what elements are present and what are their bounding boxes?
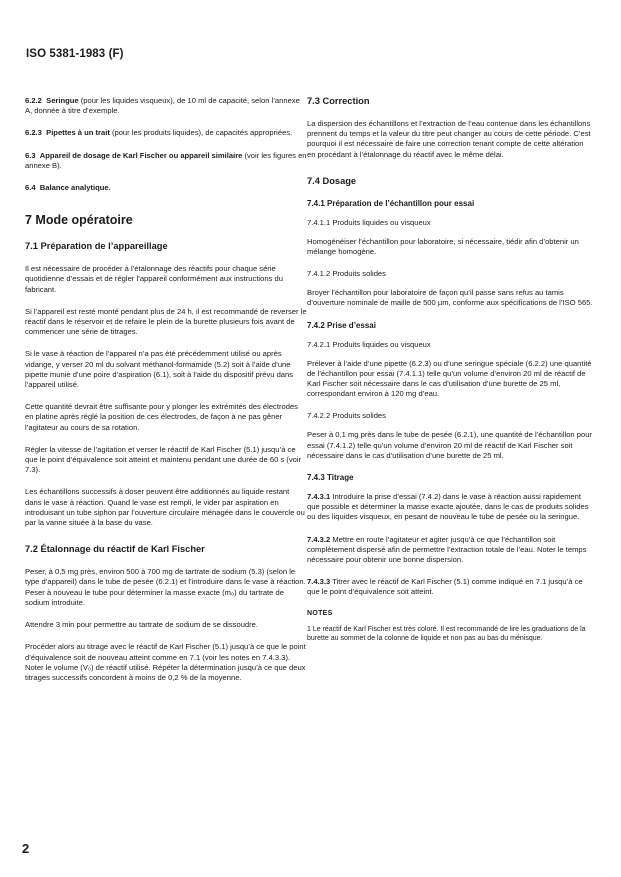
section-7-2-heading: 7.2 Étalonnage du réactif de Karl Fischer xyxy=(25,544,205,555)
clause-term: Balance analytique. xyxy=(39,183,111,193)
note-1: 1 Le réactif de Karl Fischer est très coloré. Il est recommandé de lire les graduations de la burette au sommet de la colonne de liquide et non pas au bas du ménisque. xyxy=(307,625,586,642)
section-7-3-heading: 7.3 Correction xyxy=(307,96,370,106)
paragraph: Homogénéiser l’échantillon pour laboratoire, si nécessaire, tiédir afin d’obtenir un mélange homogène. xyxy=(307,236,579,257)
section-7-4-2-heading: 7.4.2 Prise d’essai xyxy=(307,320,376,330)
paragraph: Si le vase à réaction de l’appareil n’a pas été précédemment utilisé ou après vidange, y verser 20 ml du solvant méthanol-formamide (5.2) soit à l’aide d’une pipette munie d’une poire d’aspiration (6.1), soit à l’aide du dispositif prévu dans l’appareil utilisé. xyxy=(25,349,294,390)
clause-number: 6.4 xyxy=(25,183,36,193)
paragraph: La dispersion des échantillons et l’extraction de l’eau contenue dans les échantillons prennent du temps et la valeur du titre peut changer au cours de cette période. C’est pourquoi il est nécessaire de faire une correction tenant compte de cette altération en procédant à l’étalonnage du réactif avec le même délai. xyxy=(307,119,591,159)
clause-text: Titrer avec le réactif de Karl Fischer (5.1) comme indiqué en 7.1 jusqu’à ce que le point d’équivalence soit atteint. xyxy=(307,577,583,597)
clause-number: 6.2.3 xyxy=(25,128,42,138)
paragraph: Si l’appareil est resté monté pendant plus de 24 h, il est recommandé de reverser le réactif dans le réservoir et de refaire le plein de la burette plusieurs fois avant de commencer une série de titrages. xyxy=(25,306,307,337)
section-7-4-3-heading: 7.4.3 Titrage xyxy=(307,473,354,483)
clause-text: Mettre en route l’agitateur et agiter jusqu’à ce que l’échantillon soit complètement dispersé afin de permettre l’extraction totale de l’eau. Noter le temps nécessaire pour obtenir une bonne dispersion. xyxy=(307,534,587,565)
clause-text: (pour les liquides visqueux), de 10 ml de capacité, selon l’annexe A, donnée à titre d’exemple. xyxy=(25,96,300,116)
paragraph: Peser, à 0,5 mg près, environ 500 à 700 mg de tartrate de sodium (5.3) (selon le type d’appareil) dans le tube de pesée (6.2.1) et l’introduire dans le vase à réaction. Peser à nouveau le tube pour déterminer la masse exacte (m₀) du tartrate de sodium introduite. xyxy=(25,567,306,607)
paragraph: Prélever à l’aide d’une pipette (6.2.3) ou d’une seringue spéciale (6.2.2) une quantité de l’échantillon pour essai (7.4.1.1) telle qu’un volume d’environ 20 ml de réactif de Karl Fischer soit nécessaire dans le cas d’utilisation d’une burette de 25 ml, correspondant environ à 120 mg d’eau. xyxy=(307,358,592,399)
paragraph: Les échantillons successifs à doser peuvent être additionnés au liquide restant dans le vase à réaction. Quand le vase est rempli, le vider par aspiration en introduisant un tube siphon par l’ouverture circulaire ménagée dans le couvercle ou par la vanne située à la base du vase. xyxy=(25,487,305,528)
section-7-4-2-2-heading: 7.4.2.2 Produits solides xyxy=(307,411,386,421)
left-column xyxy=(25,96,307,695)
clause-number: 7.4.3.2 xyxy=(307,534,331,544)
paragraph: Il est nécessaire de procéder à l’étalonnage des réactifs pour chaque série quotidienne d’essais et de régler l’appareil conformément aux instructions du fabricant. xyxy=(25,264,283,294)
clause-number: 6.2.2 xyxy=(25,96,42,105)
section-7-4-1-1-heading: 7.4.1.1 Produits liquides ou visqueux xyxy=(307,217,431,227)
clause-text: (voir les figures en annexe B). xyxy=(25,150,307,170)
clause-6-2-3 xyxy=(25,128,307,138)
clause-number: 7.4.3.1 xyxy=(307,492,331,502)
standard-header: ISO 5381-1983 (F) xyxy=(26,48,124,60)
clause-text: (pour les produits liquides), de capacités appropriées. xyxy=(109,128,293,138)
clause-term: Seringue xyxy=(46,96,79,105)
paragraph: Procéder alors au titrage avec le réactif de Karl Fischer (5.1) jusqu’à ce que le point d’équivalence soit de nouveau atteint comme en 7.1 (voir les notes en 7.4.3.3). Noter le volume (V₀) de réactif utilisé. Répéter la détermination jusqu’à ce que deux titrages successifs concordent à moins de 0,2 % de la moyenne. xyxy=(25,642,306,682)
section-7-heading: 7 Mode opératoire xyxy=(25,213,133,228)
clause-6-3 xyxy=(25,151,307,171)
clause-7-4-3-1 xyxy=(307,492,593,523)
section-7-4-1-heading: 7.4.1 Préparation de l’échantillon pour essai xyxy=(307,198,475,208)
section-7-4-2-1-heading: 7.4.2.1 Produits liquides ou visqueux xyxy=(307,339,431,349)
section-7-4-heading: 7.4 Dosage xyxy=(307,175,357,186)
clause-number: 6.3 xyxy=(25,150,36,160)
paragraph: Broyer l’échantillon pour laboratoire de façon qu’il passe sans refus au tamis d’ouverture nominale de maille de 500 µm, conforme aux spécifications de l’ISO 565. xyxy=(307,288,593,308)
right-column xyxy=(307,96,593,643)
notes-heading: NOTES xyxy=(307,609,333,617)
page-number: 2 xyxy=(22,841,30,856)
clause-term: Appareil de dosage de Karl Fischer ou appareil similaire xyxy=(39,150,243,160)
clause-term: Pipettes à un trait xyxy=(46,128,110,138)
clause-text: Introduire la prise d’essai (7.4.2) dans le vase à réaction aussi rapidement que possible et déterminer la masse exacte ajoutée, dans le cas de produits solides ou des liquides visqueux, en pesant de nouveau le tube de pesée ou la seringue. xyxy=(307,492,589,522)
clause-6-2-2 xyxy=(25,96,307,116)
paragraph: Régler la vitesse de l’agitation et verser le réactif de Karl Fischer (5.1) jusqu’à ce que le point d’équivalence soit atteint et maintenu pendant une durée de 60 s (voir 7.3). xyxy=(25,444,302,475)
paragraph: Attendre 3 min pour permettre au tartrate de sodium de se dissoudre. xyxy=(25,620,258,630)
clause-6-4 xyxy=(25,183,307,193)
clause-number: 7.4.3.3 xyxy=(307,577,331,587)
section-7-1-heading: 7.1 Préparation de l’appareillage xyxy=(25,241,168,252)
paragraph: Cette quantité devrait être suffisante pour y plonger les extrémités des électrodes en platine après réglé la position de ces électrodes, de façon à ne pas gêner l’agitateur au cours de sa rotation. xyxy=(25,402,298,432)
clause-7-4-3-2 xyxy=(307,535,593,566)
paragraph: Peser à 0,1 mg près dans le tube de pesée (6.2.1), une quantité de l’échantillon pour essai (7.4.1.2) telle qu’un volume d’environ 20 ml de réactif de Karl Fischer soit nécessaire dans le cas d’utilisation d’une burette de 25 ml. xyxy=(307,430,592,460)
section-7-4-1-2-heading: 7.4.1.2 Produits solides xyxy=(307,269,386,279)
clause-7-4-3-3 xyxy=(307,577,593,597)
